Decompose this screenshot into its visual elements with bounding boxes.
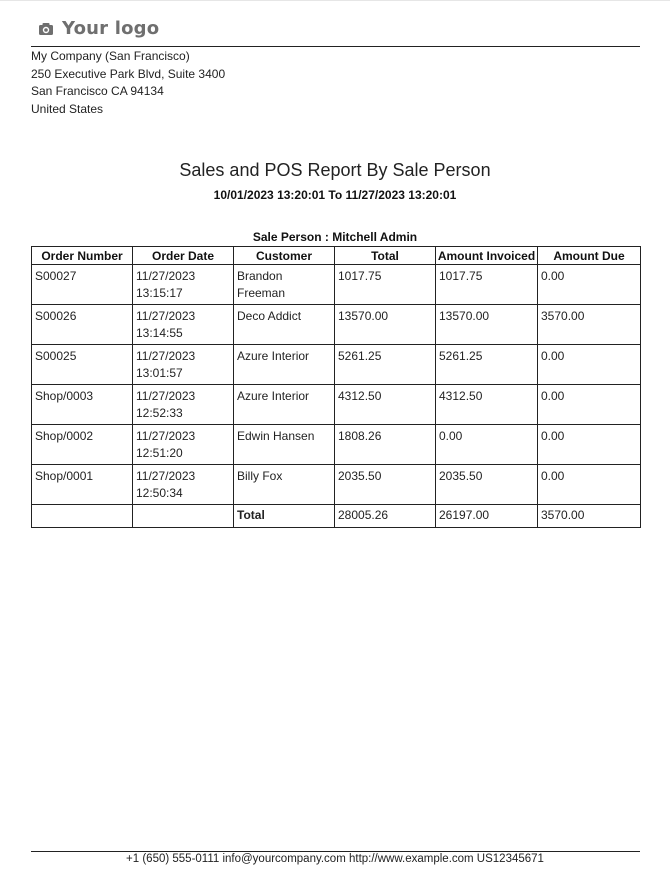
customer-cell: Brandon Freeman (234, 265, 335, 305)
total-cell: 13570.00 (335, 305, 436, 345)
order-number-cell: Shop/0002 (32, 425, 133, 465)
col-customer: Customer (234, 247, 335, 265)
order-time: 13:01:57 (136, 365, 183, 380)
col-total: Total (335, 247, 436, 265)
order-date: 11/27/2023 (136, 389, 196, 403)
total-cell: 1808.26 (335, 425, 436, 465)
table-row (32, 465, 641, 505)
order-date: 11/27/2023 (136, 309, 196, 323)
footer-divider (31, 851, 640, 852)
order-date: 11/27/2023 (136, 269, 196, 283)
order-number-cell: Shop/0001 (32, 465, 133, 505)
amount-invoiced-cell: 13570.00 (436, 305, 538, 345)
total-cell: 1017.75 (335, 265, 436, 305)
amount-due-cell: 0.00 (538, 265, 641, 305)
order-number-cell: S00025 (32, 345, 133, 385)
total-label: Total (234, 505, 335, 528)
amount-invoiced-cell: 5261.25 (436, 345, 538, 385)
table-total-row (32, 505, 641, 528)
order-date: 11/27/2023 (136, 469, 196, 483)
amount-invoiced-cell: 2035.50 (436, 465, 538, 505)
table-row (32, 345, 641, 385)
grand-total-cell: 28005.26 (335, 505, 436, 528)
amount-due-cell: 3570.00 (538, 305, 641, 345)
sales-table (31, 246, 641, 528)
order-number-cell: S00027 (32, 265, 133, 305)
footer-contact: +1 (650) 555-0111 info@yourcompany.com http://www.example.com US12345671 (126, 853, 544, 865)
amount-due-cell: 0.00 (538, 465, 641, 505)
col-amount-invoiced: Amount Invoiced (436, 247, 538, 265)
amount-due-cell: 0.00 (538, 425, 641, 465)
customer-cell: Edwin Hansen (234, 425, 335, 465)
order-time: 13:15:17 (136, 285, 183, 300)
empty-cell (133, 505, 234, 528)
total-due-cell: 3570.00 (538, 505, 641, 528)
order-time: 12:51:20 (136, 445, 183, 460)
order-date-cell (133, 465, 234, 505)
total-invoiced-cell: 26197.00 (436, 505, 538, 528)
company-logo (38, 18, 159, 39)
address-city: San Francisco CA 94134 (31, 84, 164, 98)
total-cell: 2035.50 (335, 465, 436, 505)
report-date-range: 10/01/2023 13:20:01 To 11/27/2023 13:20:01 (213, 188, 457, 202)
customer-cell: Deco Addict (234, 305, 335, 345)
order-time: 13:14:55 (136, 325, 183, 340)
report-title: Sales and POS Report By Sale Person (179, 160, 491, 180)
order-date-cell (133, 425, 234, 465)
order-time: 12:52:33 (136, 405, 183, 420)
customer-cell: Azure Interior (234, 385, 335, 425)
order-number-cell: Shop/0003 (32, 385, 133, 425)
logo-text: Your logo (62, 18, 160, 39)
table-header-row (32, 247, 641, 265)
order-date-cell (133, 345, 234, 385)
order-date-cell (133, 385, 234, 425)
table-row (32, 305, 641, 345)
salesperson-heading: Sale Person : Mitchell Admin (252, 230, 418, 244)
table-row (32, 425, 641, 465)
customer-cell: Billy Fox (234, 465, 335, 505)
col-order-number: Order Number (32, 247, 133, 265)
customer-cell: Azure Interior (234, 345, 335, 385)
amount-due-cell: 0.00 (538, 345, 641, 385)
page-top-edge (0, 0, 670, 1)
amount-invoiced-cell: 0.00 (436, 425, 538, 465)
total-cell: 5261.25 (335, 345, 436, 385)
order-time: 12:50:34 (136, 485, 183, 500)
empty-cell (32, 505, 133, 528)
total-cell: 4312.50 (335, 385, 436, 425)
order-date: 11/27/2023 (136, 349, 196, 363)
company-name: My Company (San Francisco) (31, 49, 190, 63)
order-date: 11/27/2023 (136, 429, 196, 443)
amount-invoiced-cell: 1017.75 (436, 265, 538, 305)
amount-invoiced-cell: 4312.50 (436, 385, 538, 425)
table-row (32, 385, 641, 425)
header-divider (31, 46, 640, 47)
order-number-cell: S00026 (32, 305, 133, 345)
company-address (31, 48, 225, 118)
amount-due-cell: 0.00 (538, 385, 641, 425)
col-amount-due: Amount Due (538, 247, 641, 265)
table-row (32, 265, 641, 305)
order-date-cell (133, 265, 234, 305)
col-order-date: Order Date (133, 247, 234, 265)
order-date-cell (133, 305, 234, 345)
address-street: 250 Executive Park Blvd, Suite 3400 (31, 66, 226, 81)
camera-icon (38, 22, 54, 36)
address-country: United States (31, 101, 104, 116)
